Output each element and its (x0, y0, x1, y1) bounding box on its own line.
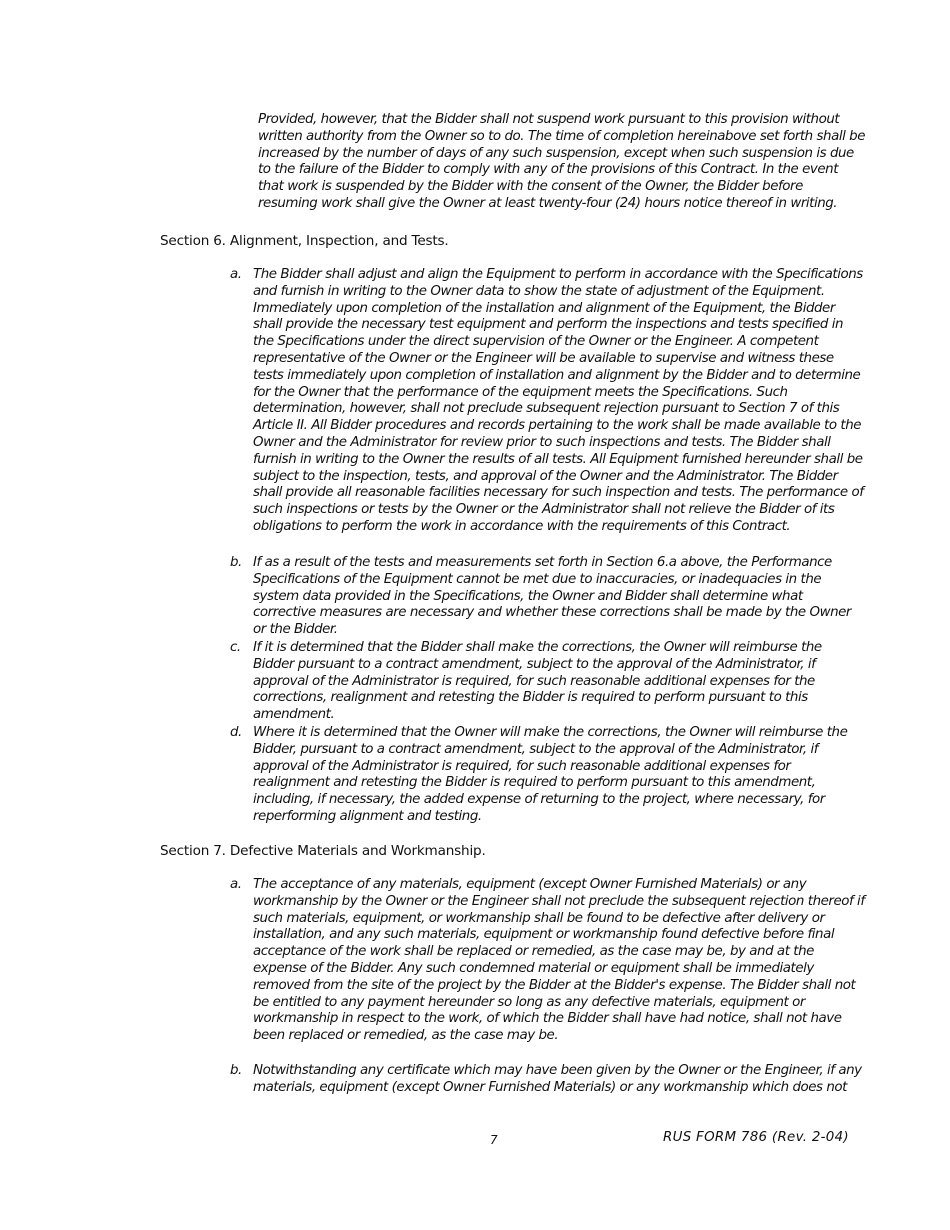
section-6-item-a (230, 267, 866, 536)
section-7-heading: Section 7. Defective Materials and Workmanship. (160, 843, 486, 859)
section-6-heading: Section 6. Alignment, Inspection, and Tests. (160, 233, 449, 249)
item-label: a. (230, 877, 242, 892)
item-label: c. (230, 640, 241, 655)
proviso-paragraph: Provided, however, that the Bidder shall not suspend work pursuant to this provision without written authority from the Owner so to do. The time of completion hereinabove set forth shall be increased by the number of days of any such suspension, except when such suspension is due to the failure of the Bidder to comply with any of the provisions of this Contract. In the event that work is suspended by the Bidder with the consent of the Owner, the Bidder before resuming work shall give the Owner at least twenty-four (24) hours notice thereof in writing. (258, 112, 866, 211)
item-text: The acceptance of any materials, equipment (except Owner Furnished Materials) or any workmanship by the Owner or the Engineer shall not preclude the subsequent rejection thereof if such materials, equipment, or workmanship shall be found to be defective after delivery or installation, and any such materials, equipment or workmanship found defective before final acceptance of the work shall be replaced or remedied, as the case may be, by and at the expense of the Bidder. Any such condemned material or equipment shall be immediately removed from the site of the project by the Bidder at the Bidder's expense. The Bidder shall not be entitled to any payment hereunder so long as any defective materials, equipment or workmanship in respect to the work, of which the Bidder shall have had notice, shall not have been replaced or remedied, as the case may be. (253, 877, 865, 1044)
item-label: a. (230, 267, 242, 282)
section-7-item-b (230, 1063, 866, 1097)
item-text: Where it is determined that the Owner will make the corrections, the Owner will reimburse the Bidder, pursuant to a contract amendment, subject to the approval of the Administrator, if approval of the Administrator is required, for such reasonable additional expenses for realignment and retesting the Bidder is required to perform pursuant to this amendment, including, if necessary, the added expense of returning to the project, where necessary, for reperforming alignment and testing. (253, 725, 848, 824)
item-text: If as a result of the tests and measurements set forth in Section 6.a above, the Performance Specifications of the Equipment cannot be met due to inaccuracies, or inadequacies in the system data provided in the Specifications, the Owner and Bidder shall determine what corrective measures are necessary and whether these corrections shall be made by the Owner or the Bidder. (253, 555, 851, 638)
section-7-item-a (230, 877, 866, 1045)
item-label: b. (230, 1063, 242, 1078)
section-6-item-c (230, 640, 866, 724)
item-label: b. (230, 555, 242, 570)
page-number: 7 (490, 1133, 498, 1147)
form-identifier: RUS FORM 786 (Rev. 2-04) (663, 1130, 849, 1145)
item-text: If it is determined that the Bidder shall make the corrections, the Owner will reimburse the Bidder pursuant to a contract amendment, subject to the approval of the Administrator, if approval of the Administrator is required, for such reasonable additional expenses for the corrections, realignment and retesting the Bidder is required to perform pursuant to this amendment. (253, 640, 822, 723)
item-text: The Bidder shall adjust and align the Equipment to perform in accordance with the Specifications and furnish in writing to the Owner data to show the state of adjustment of the Equipment. Immediately upon completion of the installation and alignment of the Equipment, the Bidder shall provide the necessary test equipment and perform the inspections and tests specified in the Specifications under the direct supervision of the Owner or the Engineer. A competent representative of the Owner or the Engineer will be available to supervise and witness these tests immediately upon completion of installation and alignment by the Bidder and to determine for the Owner that the performance of the equipment meets the Specifications. Such determination, however, shall not preclude subsequent rejection pursuant to Section 7 of this Article II. All Bidder procedures and records pertaining to the work shall be made available to the Owner and the Administrator for review prior to such inspections and tests. The Bidder shall furnish in writing to the Owner the results of all tests. All Equipment furnished hereunder shall be subject to the inspection, tests, and approval of the Owner and the Administrator. The Bidder shall provide all reasonable facilities necessary for such inspection and tests. The performance of such inspections or tests by the Owner or the Administrator shall not relieve the Bidder of its obligations to perform the work in accordance with the requirements of this Contract. (253, 267, 864, 534)
item-text: Notwithstanding any certificate which may have been given by the Owner or the Engineer, if any materials, equipment (except Owner Furnished Materials) or any workmanship which does not (253, 1063, 862, 1095)
item-label: d. (230, 725, 242, 740)
section-6-item-b (230, 555, 866, 639)
section-6-item-d (230, 725, 866, 826)
